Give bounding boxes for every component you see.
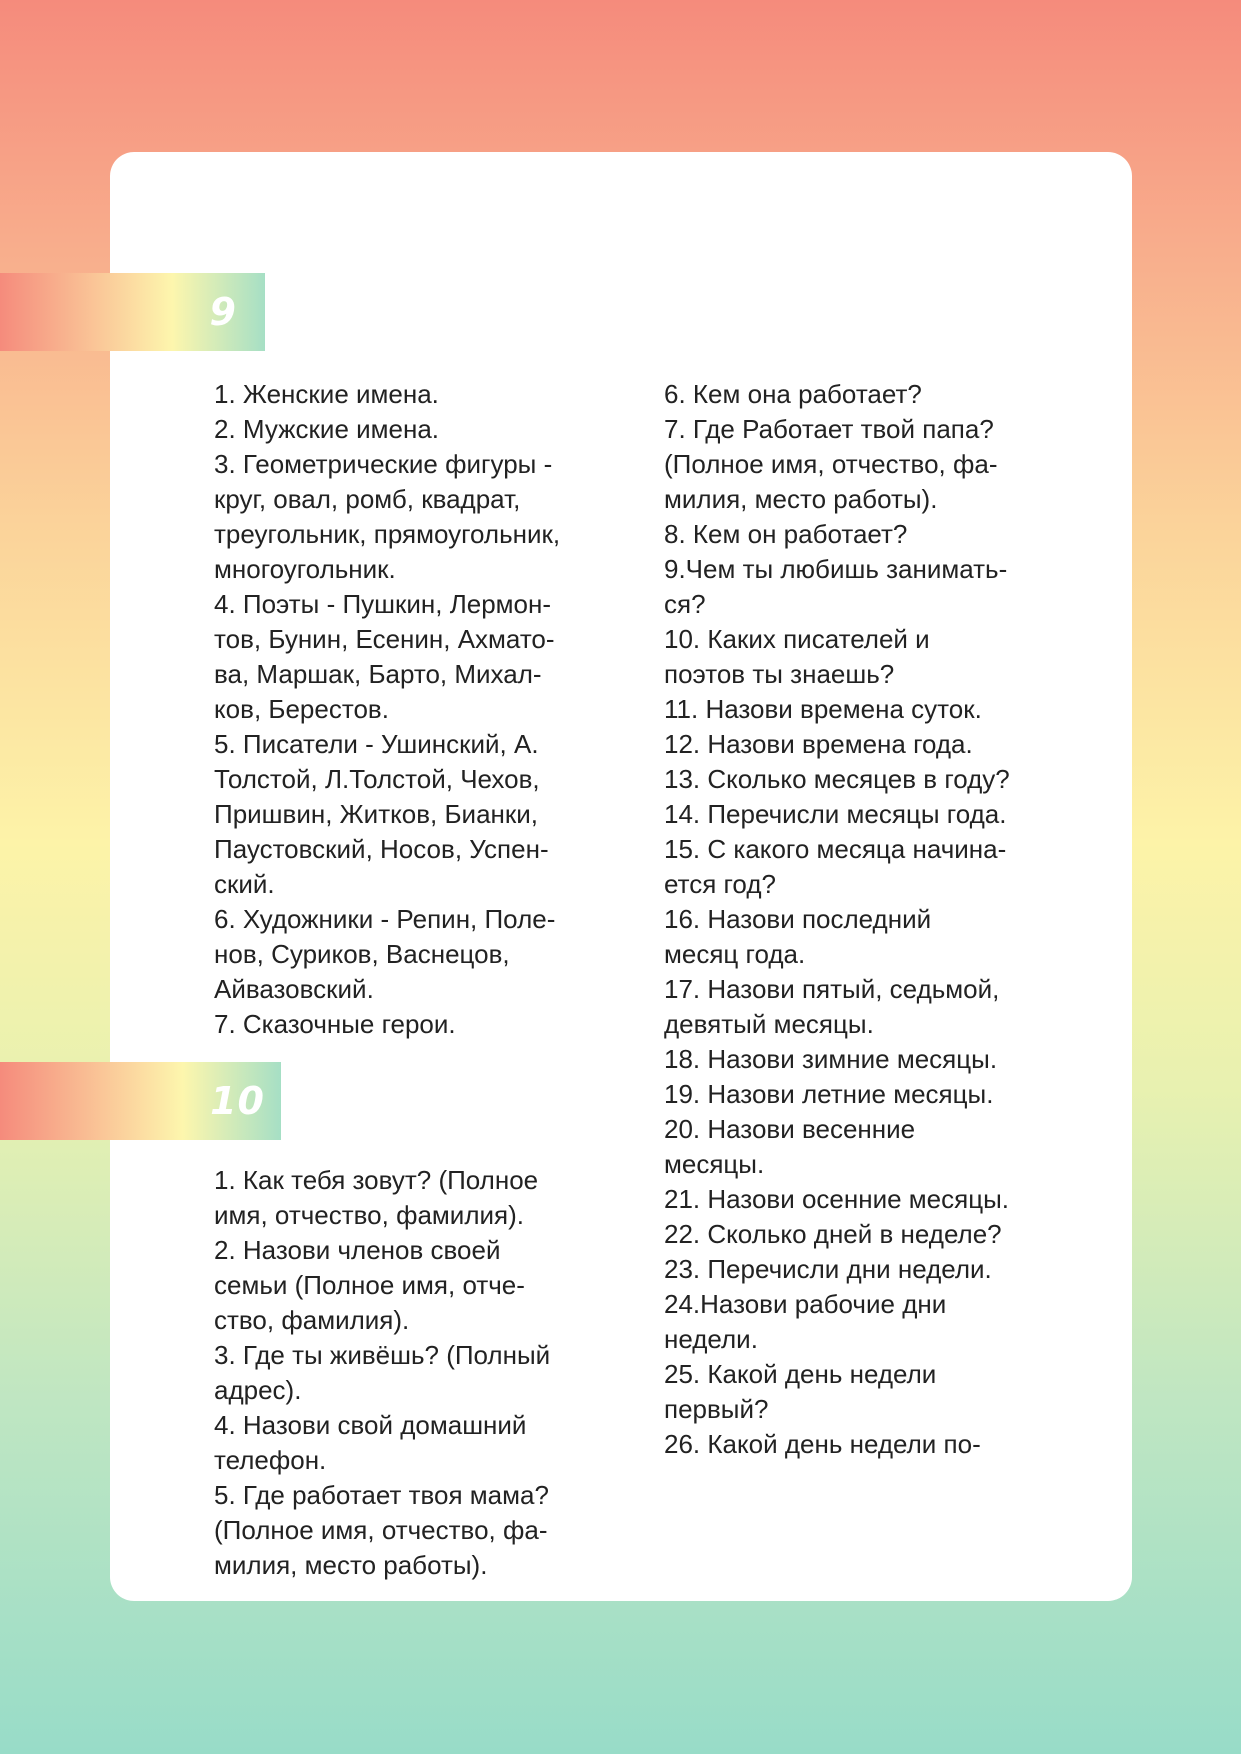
section-10-list-left	[214, 1163, 624, 1583]
list-item: 16. Назови последний месяц года.	[664, 904, 932, 969]
list-item: 6. Художники - Репин, Поле- нов, Суриков, Васнецов, Айвазовский.	[214, 904, 556, 1004]
list-item: 26. Какой день недели по-	[664, 1429, 981, 1459]
list-item: 5. Где работает твоя мама? (Полное имя, отчество, фа- милия, место работы).	[214, 1480, 549, 1580]
list-item: 14. Перечисли месяцы года.	[664, 799, 1007, 829]
list-item: 3. Геометрические фигуры - круг, овал, ромб, квадрат, треугольник, прямоугольник, многоугольник.	[214, 449, 561, 584]
list-item: 7. Где Работает твой папа? (Полное имя, отчество, фа- милия, место работы).	[664, 414, 998, 514]
list-item: 1. Женские имена.	[214, 379, 439, 409]
list-item: 7. Сказочные герои.	[214, 1009, 456, 1039]
list-item: 2. Назови членов своей семьи (Полное имя, отче- ство, фамилия).	[214, 1235, 525, 1335]
list-item: 11. Назови времена суток.	[664, 694, 982, 724]
list-item: 18. Назови зимние месяцы.	[664, 1044, 998, 1074]
section-10-list-right	[664, 377, 1074, 1462]
list-item: 6. Кем она работает?	[664, 379, 922, 409]
list-item: 3. Где ты живёшь? (Полный адрес).	[214, 1340, 551, 1405]
list-item: 9.Чем ты любишь занимать- ся?	[664, 554, 1008, 619]
list-item: 20. Назови весенние месяцы.	[664, 1114, 916, 1179]
list-item: 4. Назови свой домашний телефон.	[214, 1410, 527, 1475]
list-item: 24.Назови рабочие дни недели.	[664, 1289, 947, 1354]
list-item: 2. Мужские имена.	[214, 414, 440, 444]
list-item: 10. Каких писателей и поэтов ты знаешь?	[664, 624, 930, 689]
list-item: 22. Сколько дней в неделе?	[664, 1219, 1002, 1249]
section-10-tab	[0, 1062, 281, 1140]
list-item: 1. Как тебя зовут? (Полное имя, отчество, фамилия).	[214, 1165, 539, 1230]
section-9-tab	[0, 273, 265, 351]
section-9-number: 9	[209, 290, 237, 334]
list-item: 17. Назови пятый, седьмой, девятый месяцы.	[664, 974, 1000, 1039]
list-item: 5. Писатели - Ушинский, А. Толстой, Л.Толстой, Чехов, Пришвин, Житков, Бианки, Паустовский, Носов, Успен- ский.	[214, 729, 549, 899]
list-item: 23. Перечисли дни недели.	[664, 1254, 992, 1284]
section-10-number: 10	[210, 1079, 265, 1123]
list-item: 25. Какой день недели первый?	[664, 1359, 937, 1424]
list-item: 15. С какого месяца начина- ется год?	[664, 834, 1007, 899]
list-item: 21. Назови осенние месяцы.	[664, 1184, 1010, 1214]
section-9-list	[214, 377, 624, 1042]
list-item: 12. Назови времена года.	[664, 729, 973, 759]
list-item: 13. Сколько месяцев в году?	[664, 764, 1010, 794]
list-item: 8. Кем он работает?	[664, 519, 908, 549]
list-item: 19. Назови летние месяцы.	[664, 1079, 994, 1109]
list-item: 4. Поэты - Пушкин, Лермон- тов, Бунин, Есенин, Ахмато- ва, Маршак, Барто, Михал- ков, Берестов.	[214, 589, 555, 724]
